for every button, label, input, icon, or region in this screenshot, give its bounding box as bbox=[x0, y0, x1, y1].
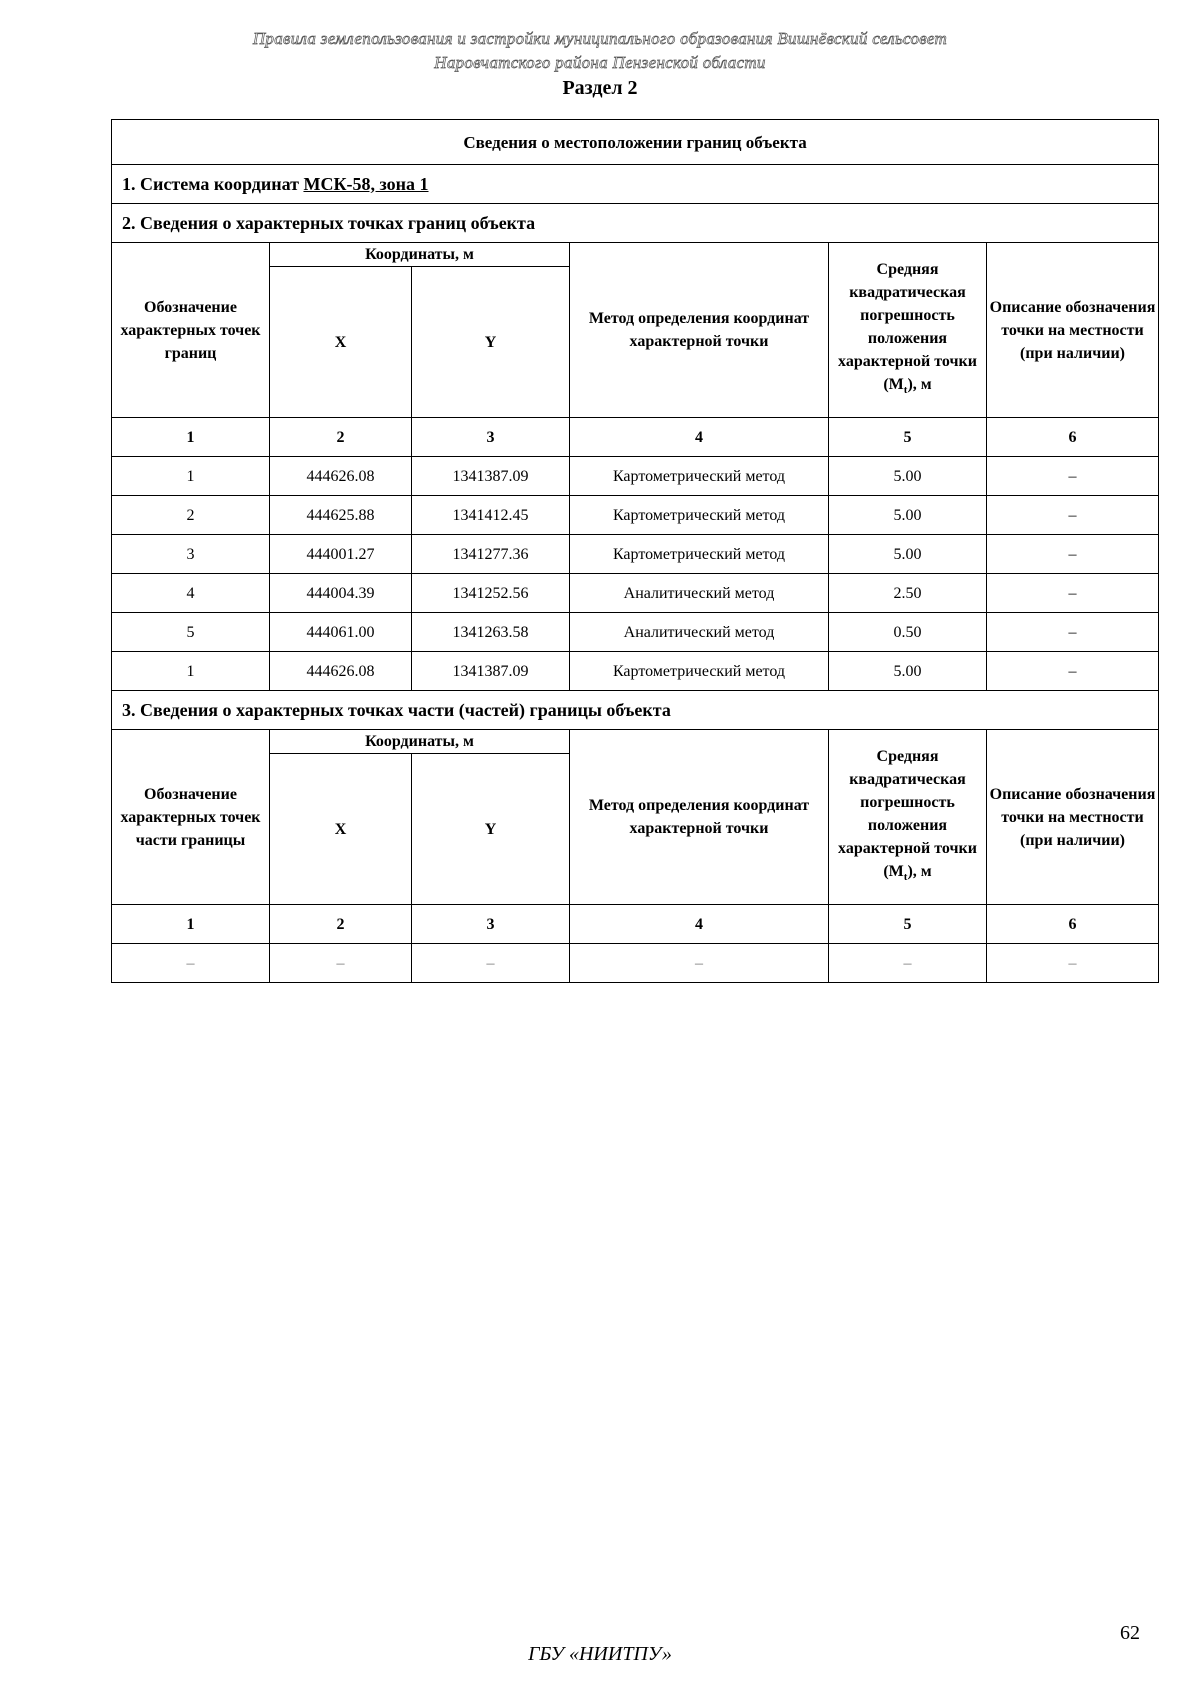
header-x: X bbox=[270, 267, 412, 418]
col-number: 5 bbox=[829, 905, 987, 944]
header-error-sub: t bbox=[903, 871, 908, 884]
cell-method: – bbox=[570, 944, 829, 983]
cell-x: 444004.39 bbox=[270, 574, 412, 613]
points-heading: 2. Сведения о характерных точках границ объекта bbox=[112, 204, 1159, 243]
cell-point: 1 bbox=[112, 652, 270, 691]
cell-y: 1341263.58 bbox=[412, 613, 570, 652]
cell-method: Картометрический метод bbox=[570, 496, 829, 535]
table-title: Сведения о местоположении границ объекта bbox=[112, 120, 1159, 165]
cell-method: Картометрический метод bbox=[570, 652, 829, 691]
cell-y: 1341412.45 bbox=[412, 496, 570, 535]
footer-organization: ГБУ «НИИТПУ» bbox=[528, 1643, 672, 1665]
cell-x: 444001.27 bbox=[270, 535, 412, 574]
header-description: Описание обозначения точки на местности (при наличии) bbox=[987, 243, 1159, 418]
col-number: 2 bbox=[270, 418, 412, 457]
coord-system-row bbox=[112, 165, 1159, 204]
cell-error: 5.00 bbox=[829, 457, 987, 496]
running-header-line-1: Правила землепользования и застройки муниципального образования Вишнёвский сельсовет bbox=[252, 29, 948, 48]
cell-description: – bbox=[987, 535, 1159, 574]
table-row bbox=[112, 613, 1159, 652]
cell-y: 1341252.56 bbox=[412, 574, 570, 613]
cell-point: 1 bbox=[112, 457, 270, 496]
cell-x: – bbox=[270, 944, 412, 983]
cell-description: – bbox=[987, 457, 1159, 496]
header-error-tail: ), м bbox=[907, 375, 932, 393]
cell-point: – bbox=[112, 944, 270, 983]
header-designation-part: Обозначение характерных точек части границы bbox=[112, 730, 270, 905]
cell-description: – bbox=[987, 574, 1159, 613]
col-number: 6 bbox=[987, 905, 1159, 944]
header-y: Y bbox=[412, 267, 570, 418]
cell-method: Аналитический метод bbox=[570, 613, 829, 652]
header-coords: Координаты, м bbox=[270, 243, 570, 267]
running-header-line-2: Наровчатского района Пензенской области bbox=[434, 53, 766, 72]
cell-x: 444061.00 bbox=[270, 613, 412, 652]
table-row bbox=[112, 574, 1159, 613]
col-number: 4 bbox=[570, 418, 829, 457]
col-number: 5 bbox=[829, 418, 987, 457]
cell-method: Аналитический метод bbox=[570, 574, 829, 613]
cell-error: 2.50 bbox=[829, 574, 987, 613]
cell-error: 5.00 bbox=[829, 496, 987, 535]
cell-description: – bbox=[987, 944, 1159, 983]
col-number: 1 bbox=[112, 418, 270, 457]
cell-point: 2 bbox=[112, 496, 270, 535]
page-number: 62 bbox=[1120, 1622, 1140, 1644]
coord-system-label: 1. Система координат bbox=[122, 173, 299, 194]
col-number: 6 bbox=[987, 418, 1159, 457]
cell-method: Картометрический метод bbox=[570, 457, 829, 496]
header-error bbox=[829, 243, 987, 418]
cell-point: 5 bbox=[112, 613, 270, 652]
section-title: Раздел 2 bbox=[562, 77, 638, 99]
cell-error: 0.50 bbox=[829, 613, 987, 652]
header-y: Y bbox=[412, 754, 570, 905]
boundary-table bbox=[111, 119, 1159, 983]
cell-error: 5.00 bbox=[829, 535, 987, 574]
table-row bbox=[112, 944, 1159, 983]
table-row bbox=[112, 457, 1159, 496]
cell-y: 1341387.09 bbox=[412, 652, 570, 691]
cell-error: – bbox=[829, 944, 987, 983]
header-error-sub: t bbox=[903, 384, 908, 397]
cell-x: 444626.08 bbox=[270, 652, 412, 691]
col-number: 1 bbox=[112, 905, 270, 944]
header-error-tail: ), м bbox=[907, 862, 932, 880]
cell-x: 444625.88 bbox=[270, 496, 412, 535]
cell-y: – bbox=[412, 944, 570, 983]
col-number: 3 bbox=[412, 905, 570, 944]
header-method: Метод определения координат характерной точки bbox=[570, 243, 829, 418]
coord-system-value: МСК-58, зона 1 bbox=[303, 173, 429, 194]
cell-description: – bbox=[987, 652, 1159, 691]
cell-description: – bbox=[987, 613, 1159, 652]
cell-method: Картометрический метод bbox=[570, 535, 829, 574]
table-row bbox=[112, 496, 1159, 535]
header-error-text: Средняя квадратическая погрешность положения характерной точки (M bbox=[838, 747, 977, 880]
cell-x: 444626.08 bbox=[270, 457, 412, 496]
header-coords: Координаты, м bbox=[270, 730, 570, 754]
header-x: X bbox=[270, 754, 412, 905]
cell-error: 5.00 bbox=[829, 652, 987, 691]
parts-heading: 3. Сведения о характерных точках части (частей) границы объекта bbox=[112, 691, 1159, 730]
header-description: Описание обозначения точки на местности (при наличии) bbox=[987, 730, 1159, 905]
cell-y: 1341277.36 bbox=[412, 535, 570, 574]
header-designation: Обозначение характерных точек границ bbox=[112, 243, 270, 418]
col-number: 2 bbox=[270, 905, 412, 944]
table-row bbox=[112, 535, 1159, 574]
table-row bbox=[112, 652, 1159, 691]
col-number: 4 bbox=[570, 905, 829, 944]
header-method: Метод определения координат характерной точки bbox=[570, 730, 829, 905]
header-error-text: Средняя квадратическая погрешность положения характерной точки (M bbox=[838, 260, 977, 393]
cell-description: – bbox=[987, 496, 1159, 535]
col-number: 3 bbox=[412, 418, 570, 457]
header-error bbox=[829, 730, 987, 905]
cell-y: 1341387.09 bbox=[412, 457, 570, 496]
cell-point: 3 bbox=[112, 535, 270, 574]
cell-point: 4 bbox=[112, 574, 270, 613]
